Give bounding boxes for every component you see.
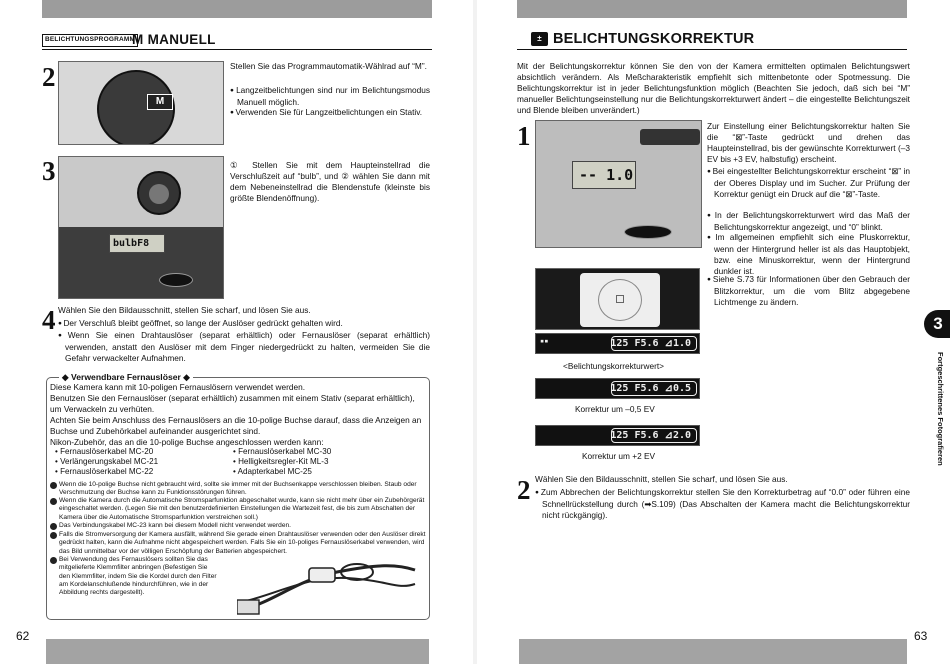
section-title-row [517, 30, 907, 50]
step-3-number: 3 [42, 156, 56, 186]
page-number-left: 62 [16, 629, 30, 644]
step-4-bullet-1: ● Der Verschluß bleibt geöffnet, so lange der Auslöser gedrückt gehalten wird. [58, 318, 430, 330]
accessory-item: • Fernauslöserkabel MC-30 [233, 447, 332, 456]
viewfinder-display-2 [535, 378, 700, 399]
pencil-note-icon [50, 523, 57, 530]
step-2-bullet-1: ● Langzeitbelichtungen sind nur im Belichtungsmodus Manuell möglich. [230, 85, 430, 108]
step-2-bullet-1: ● Zum Abbrechen der Belichtungskorrektur stellen Sie den Korrekturbetrag auf “0.0” oder führen eine Schnellrückstellung durch (➡S.109) (Das Abschalten der Kamera macht die Belichtungskorrektur nicht rückgängig). [535, 487, 910, 521]
box-paragraph-4: Nikon-Zubehör, das an die 10-polige Buchse angeschlossen werden kann: [50, 437, 324, 447]
viewfinder-display-3 [535, 425, 700, 446]
chapter-label: Fortgeschrittenes Fotografieren [936, 352, 945, 466]
mode-dial-photo: M [58, 61, 224, 145]
step-1-bullet-3: ● Im allgemeinen empfiehlt sich eine Pluskorrektur, wenn der Hintergrund heller ist als das Hauptobjekt, bzw. eine Minuskorrektur, wenn der Hintergrund dunkler ist. [707, 232, 910, 277]
step-4-number: 4 [42, 305, 56, 335]
footer-tab [46, 639, 429, 664]
box-paragraph-3: Achten Sie beim Anschluss des Fernauslösers an die 10-polige Buchse darauf, dass die Anzeigen an Buchse und Zubehörkabel aufeinander ausgerichtet sind. [50, 415, 422, 437]
step-2-number: 2 [517, 475, 531, 505]
camera-top-photo [58, 156, 224, 299]
step-1-number: 1 [517, 121, 531, 151]
pencil-note-icon [50, 498, 57, 505]
page-left [0, 0, 473, 664]
accessory-item: • Fernauslöserkabel MC-20 [55, 447, 154, 456]
step-2-text: Stellen Sie das Programmautomatik-Wählrad auf “M”. [230, 61, 427, 71]
step-2-number: 2 [42, 62, 56, 92]
note-3: Das Verbindungskabel MC-23 kann bei diesem Modell nicht verwendet werden. [50, 522, 426, 530]
chapter-number-tab: 3 [924, 310, 950, 338]
vf-value-1: 125 F5.6 ⊿1.0 [610, 338, 691, 349]
footer-tab [519, 639, 907, 664]
cord-filter-illustration [237, 550, 417, 616]
page-title: M MANUELL [132, 32, 216, 47]
note-5: Bei Verwendung des Fernauslösers sollten Sie das mitgelieferte Klemmfilter anbringen (Befestigen Sie den Klemmfilter, indem Sie die Kordel durch den Filter am Kordelanschlußende hindurchführen, wie in der Abbildung rechts dargestellt). [50, 556, 220, 597]
step-1-bullet-1: ● Bei eingestellter Belichtungskorrektur erscheint “⊠” in der Oberes Display und im Sucher. Zur Prüfung der Korrektur genügt ein Druck auf die “⊠”-Taste. [707, 166, 910, 200]
vf-value-3: 125 F5.6 ⊿2.0 [610, 430, 691, 441]
remote-release-box [46, 372, 430, 620]
camera-top-display-photo [535, 120, 702, 248]
step-2-bullet-2: ● Verwenden Sie für Langzeitbelichtungen ein Stativ. [230, 107, 430, 119]
exposure-compensation-icon: ± [531, 32, 548, 46]
note-1: Wenn die 10-polige Buchse nicht gebraucht wird, sollte sie immer mit der Buchsenkappe verschlossen bleiben. Staub oder Verschmutzung der Buchse kann zu Funktionsstörungen führen. [50, 481, 426, 498]
vf-value-2: 125 F5.6 ⊿0.5 [610, 383, 691, 394]
box-title: ◆ Verwendbare Fernauslöser ◆ [59, 372, 193, 383]
accessory-list-right [233, 447, 413, 477]
accessory-item: • Fernauslöserkabel MC-22 [55, 466, 154, 476]
page-title: BELICHTUNGSKORREKTUR [553, 31, 755, 47]
caption-compensation-value: <Belichtungskorrekturwert> [563, 361, 664, 371]
step-3-lcd: bulbF8 [109, 234, 165, 253]
caption-minus-0-5: Korrektur um –0,5 EV [575, 404, 655, 414]
header-tab [42, 0, 432, 18]
accessory-item: • Helligkeitsregler-Kit ML-3 [233, 456, 329, 466]
note-4: Falls die Stromversorgung der Kamera ausfällt, während Sie gerade einen Drahtauslöser verwenden oder den Auslöser direkt gedrückt halten, kann die Aufnahme nicht abgespeichert werden. Falls Sie ein 10-poliges Fernauslöserkabel verwenden, wird das Bild unmittelbar vor der völligen Erschöpfung der Batterien abgespeichert. [50, 531, 426, 556]
box-paragraph-1: Diese Kamera kann mit 10-poligen Fernauslösern verwendet werden. [50, 382, 306, 392]
accessory-item: • Adapterkabel MC-25 [233, 466, 312, 476]
accessory-list-left [55, 447, 215, 477]
section-title-row [42, 30, 432, 50]
step-4-bullet-2: ● Wenn Sie einen Drahtauslöser (separat erhältlich) oder Fernauslöser (separat erhältlich) verwenden, anstatt den Auslöser mit dem Finger niedergedrückt zu halten, vermeiden Sie die Gefahr verwackelter Aufnahmen. [58, 330, 430, 364]
note-2: Wenn die Kamera durch die Automatische Stromsparfunktion abgeschaltet wurde, kann sie nicht mehr über ein Zubehörgerät eingeschaltet werden. (Legen Sie mit den benutzerdefinierten Einstellungen die Wartezeit fest, die bis zum Abschalten der Kamera über die Automatische Stromsparfunktion verstreichen soll.) [50, 497, 426, 522]
step-4-text: Wählen Sie den Bildausschnitt, stellen Sie scharf, und lösen Sie aus. [58, 305, 311, 315]
viewfinder-display-1: ▪▪ 125 F5.6 ⊿1.0 [535, 333, 700, 354]
program-badge: BELICHTUNGSPROGRAMM [42, 34, 138, 47]
step-2-text: Wählen Sie den Bildausschnitt, stellen Sie scharf, und lösen Sie aus. [535, 474, 788, 484]
accessory-item: • Verlängerungskabel MC-21 [55, 456, 159, 466]
pencil-note-icon [50, 482, 57, 489]
viewfinder-frame [535, 268, 700, 330]
step-1-lcd: -- 1.0 [572, 161, 636, 189]
box-paragraph-2: Benutzen Sie den Fernauslöser (separat erhältlich) zusammen mit einem Stativ (separat erhältlich), um Verwackeln zu verhüten. [50, 393, 415, 415]
caption-plus-2: Korrektur um +2 EV [582, 451, 656, 461]
header-tab [517, 0, 907, 18]
page-right [477, 0, 950, 664]
pencil-note-icon [50, 532, 57, 539]
step-3-text: ① Stellen Sie mit dem Haupteinstellrad die Verschlußzeit auf “bulb”, und ② wählen Sie dann mit dem Nebeneinstellrad die Blendenstufe (kleinste bis größte Blendenöffnung). [230, 160, 430, 204]
page-number-right: 63 [914, 629, 928, 644]
step-1-text: Zur Einstellung einer Belichtungskorrektur halten Sie die “⊠”-Taste gedrückt und drehen das Haupteinstellrad, bis der gewünschte Korrekturwert (–3 EV bis +3 EV, halbstufig) erscheint. [707, 121, 910, 165]
step-1-bullet-2: ● In der Belichtungskorrekturwert wird das Maß der Belichtungskorrektur angezeigt, und “0” blinkt. [707, 210, 910, 233]
intro-paragraph: Mit der Belichtungskorrektur können Sie den von der Kamera ermittelten optimalen Belichtungswert absichtlich verändern. Als Meßcharakteristik empfiehlt sich mittenbetonte oder Spotmessung. Die Belichtungskorrektur ist in jeder Belichtungsfunktion möglich (Beachten Sie jedoch, daß sich bei “M” manueller Belichtungseinstellung nur die Belichtungskorrekturwert ändert – die eingestellte Belichtungszeit und Blende bleiben unverändert.) [517, 61, 910, 116]
step-1-bullet-4: ● Siehe S.73 für Informationen über den Gebrauch der Blitzkorrektur, um die vom Blitz abgegebene Lichtmenge zu ändern. [707, 274, 910, 308]
pencil-note-icon [50, 557, 57, 564]
